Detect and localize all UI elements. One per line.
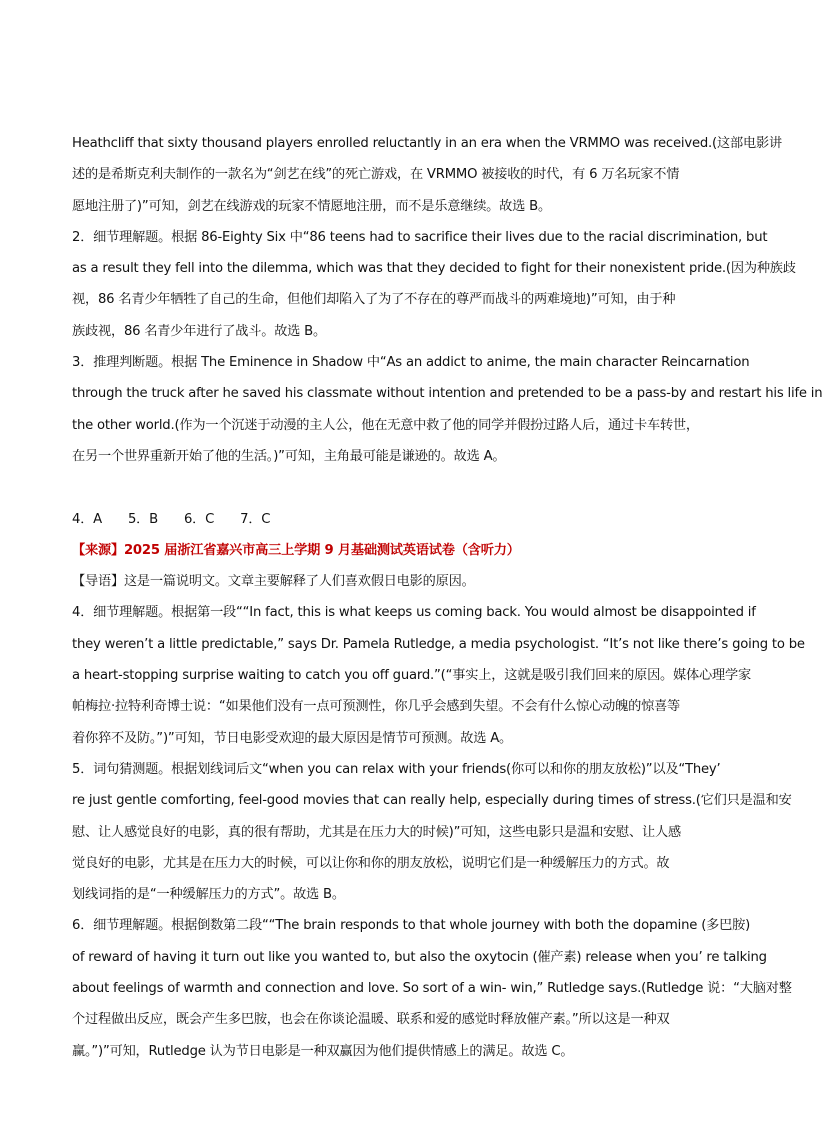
- text-line: 4．细节理解题。根据第一段““In fact, this is what keeps us coming back. You would almost be disappointed if: [72, 605, 756, 621]
- text-line: of reward of having it turn out like you wanted to, but also the oxytocin (催产素) release when you’ re talking: [72, 949, 767, 965]
- text-line: they weren’t a little predictable,” says Dr. Pamela Rutledge, a media psychologist. “It’s not like there’s going to be: [72, 636, 805, 652]
- text-line: 【导语】这是一篇说明文。文章主要解释了人们喜欢假日电影的原因。: [72, 574, 475, 590]
- text-line: about feelings of warmth and connection and love. So sort of a win- win,” Rutledge says.(Rutledge 说：“大脑对整: [72, 981, 792, 997]
- text-line: 族歧视，86 名青少年进行了战斗。故选 B。: [72, 323, 326, 339]
- text-line: as a result they fell into the dilemma, which was that they decided to fight for their nonexistent pride.(因为种族歧: [72, 261, 796, 277]
- text-line: 慰、让人感觉良好的电影，真的很有帮助，尤其是在压力大的时候)”可知，这些电影只是温和安慰、让人感: [72, 824, 681, 840]
- text-line: 赢。”)”可知，Rutledge 认为节日电影是一种双赢因为他们提供情感上的满足。故选 C。: [72, 1043, 574, 1059]
- text-line: 6．细节理解题。根据倒数第二段““The brain responds to that whole journey with both the dopamine (多巴胺): [72, 918, 751, 934]
- text-line: 觉良好的电影，尤其是在压力大的时候，可以让你和你的朋友放松，说明它们是一种缓解压力的方式。故: [72, 855, 670, 871]
- text-line: 帕梅拉·拉特利奇博士说：“如果他们没有一点可预测性，你几乎会感到失望。不会有什么惊心动魄的惊喜等: [72, 699, 681, 715]
- text-line: 视，86 名青少年牺牲了自己的生命，但他们却陷入了为了不存在的尊严而战斗的两难境地)”可知，由于种: [72, 292, 676, 308]
- text-line: 愿地注册了)”可知，剑艺在线游戏的玩家不情愿地注册，而不是乐意继续。故选 B。: [72, 198, 551, 214]
- text-line: 个过程做出反应，既会产生多巴胺，也会在你谈论温暖、联系和爱的感觉时释放催产素。”所以这是一种双: [72, 1012, 670, 1028]
- text-line: 划线词指的是“一种缓解压力的方式”。故选 B。: [72, 887, 345, 903]
- text-line: 在另一个世界重新开始了他的生活。)”可知，主角最可能是谦逊的。故选 A。: [72, 448, 506, 464]
- text-line: 述的是希斯克利夫制作的一款名为“剑艺在线”的死亡游戏，在 VRMMO 被接收的时代，有 6 万名玩家不情: [72, 167, 680, 183]
- paragraph-gap: [72, 472, 724, 503]
- document-page: [72, 128, 822, 1067]
- source-heading: 【来源】2025 届浙江省嘉兴市高三上学期 9 月基础测试英语试卷（含听力）: [72, 542, 520, 558]
- text-line: Heathcliff that sixty thousand players enrolled reluctantly in an era when the VRMMO was received.(这部电影讲: [72, 136, 782, 151]
- text-line: 2．细节理解题。根据 86-Eighty Six 中“86 teens had to sacrifice their lives due to the racial discrimination, but: [72, 229, 768, 245]
- text-line: a heart-stopping surprise waiting to catch you off guard.”(“事实上，这就是吸引我们回来的原因。媒体心理学家: [72, 668, 751, 684]
- text-line: re just gentle comforting, feel-good movies that can really help, especially during times of stress.(它们只是温和安: [72, 793, 792, 809]
- text-line: 着你猝不及防。”)”可知，节日电影受欢迎的最大原因是情节可预测。故选 A。: [72, 730, 513, 746]
- answer-key: 4．A 5．B 6．C 7．C: [72, 511, 271, 527]
- text-line: 5．词句猜测题。根据划线词后文“when you can relax with your friends(你可以和你的朋友放松)”以及“They’: [72, 761, 721, 777]
- text-line: the other world.(作为一个沉迷于动漫的主人公，他在无意中救了他的同学并假扮过路人后，通过卡车转世，: [72, 417, 699, 433]
- text-line: 3．推理判断题。根据 The Eminence in Shadow 中“As an addict to anime, the main character Reincarnation: [72, 355, 750, 371]
- text-line: through the truck after he saved his classmate without intention and pretended to be a pass-by and restart his life in: [72, 386, 822, 402]
